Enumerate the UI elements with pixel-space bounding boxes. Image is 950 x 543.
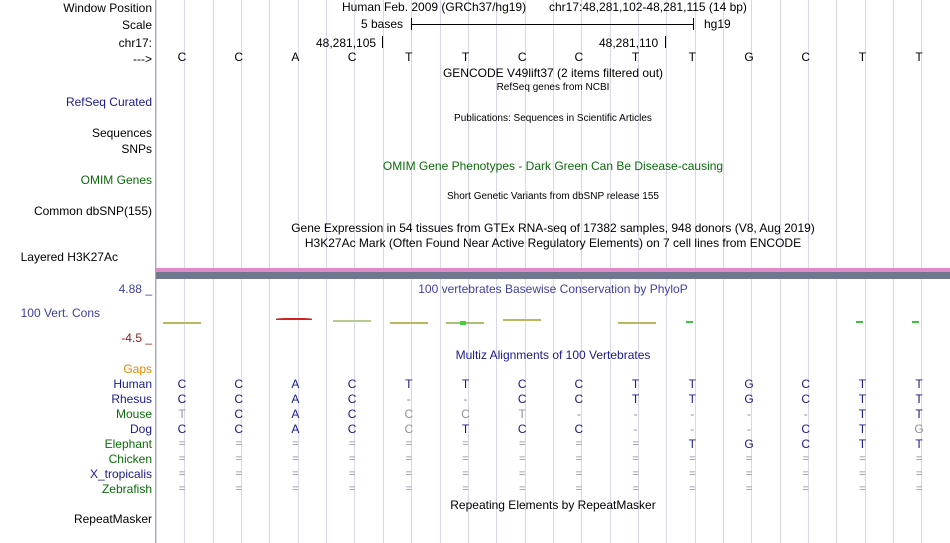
snps-track-label[interactable]: SNPs	[121, 142, 152, 156]
species-label[interactable]: Dog	[129, 422, 152, 436]
alignment-base: C	[801, 422, 811, 436]
reference-base: C	[347, 50, 357, 64]
h3k27ac-layer-bar[interactable]	[156, 272, 950, 279]
reference-base: C	[801, 50, 811, 64]
cons-track-label[interactable]: 100 Vert. Cons	[20, 306, 100, 320]
alignment-base: =	[745, 483, 753, 495]
alignment-base: C	[801, 392, 811, 406]
alignment-base: =	[689, 453, 696, 465]
reference-base: G	[744, 50, 754, 64]
alignment-base: C	[347, 392, 357, 406]
alignment-base: T	[631, 377, 640, 391]
dbsnp-track-title[interactable]: Short Genetic Variants from dbSNP release 155	[447, 191, 659, 202]
alignment-base: -	[690, 407, 695, 421]
species-label[interactable]: Chicken	[108, 452, 152, 466]
alignment-base: T	[688, 377, 696, 391]
reference-base: C	[574, 50, 584, 64]
alignment-base: =	[178, 483, 186, 495]
alignment-base: =	[575, 468, 583, 480]
alignment-base: T	[688, 437, 696, 451]
alignment-base: =	[405, 438, 413, 450]
alignment-base: -	[576, 407, 581, 421]
reference-base: C	[517, 50, 527, 64]
alignment-base: C	[347, 377, 357, 391]
conservation-plot[interactable]	[156, 313, 950, 329]
alignment-base: =	[348, 468, 356, 480]
refseq-track-label[interactable]: RefSeq Curated	[65, 95, 152, 109]
coordinate-label-2: 48,281,110	[599, 36, 659, 50]
alignment-base: C	[234, 392, 244, 406]
alignment-base: =	[518, 483, 526, 495]
alignment-base: =	[575, 453, 583, 465]
alignment-base: C	[404, 407, 414, 421]
alignment-base: =	[462, 468, 469, 480]
dbsnp-track-label[interactable]: Common dbSNP(155)	[33, 204, 152, 218]
alignment-base: =	[518, 453, 526, 465]
alignment-base: =	[859, 483, 866, 495]
gaps-track-label[interactable]: Gaps	[123, 362, 152, 376]
alignment-base: T	[915, 437, 923, 451]
alignment-base: T	[915, 392, 923, 406]
alignment-base: =	[235, 483, 242, 495]
strand-arrow-label[interactable]: --->	[133, 52, 152, 66]
alignment-base: =	[235, 438, 242, 450]
alignment-base: C	[461, 407, 470, 421]
alignment-base: G	[744, 437, 754, 451]
alignment-base: =	[462, 438, 469, 450]
alignment-base: =	[462, 453, 469, 465]
reference-base: C	[234, 50, 244, 64]
omim-track-label[interactable]: OMIM Genes	[80, 173, 152, 187]
alignment-base: A	[291, 392, 300, 406]
repeatmasker-track-title[interactable]: Repeating Elements by RepeatMasker	[450, 498, 656, 512]
alignment-base: =	[915, 468, 923, 480]
species-label[interactable]: X_tropicalis	[89, 467, 152, 481]
alignment-base: T	[915, 377, 923, 391]
h3k27ac-track-label[interactable]: Layered H3K27Ac	[20, 250, 118, 264]
window-position-label: Window Position	[63, 1, 152, 15]
gtex-track-title[interactable]: Gene Expression in 54 tissues from GTEx RNA-seq of 17382 samples, 948 donors (V8, Aug 2019)	[291, 221, 815, 235]
species-label[interactable]: Zebrafish	[101, 482, 152, 496]
alignment-base: -	[803, 407, 808, 421]
species-label[interactable]: Mouse	[115, 407, 152, 421]
alignment-base: T	[858, 392, 867, 406]
refseq-track-title[interactable]: RefSeq genes from NCBI	[496, 82, 610, 93]
alignment-base: C	[177, 422, 187, 436]
alignment-base: =	[802, 468, 809, 480]
multiz-track-title[interactable]: Multiz Alignments of 100 Vertebrates	[455, 348, 651, 362]
alignment-base: =	[518, 468, 526, 480]
alignment-base: =	[178, 453, 186, 465]
publications-track-title[interactable]: Publications: Sequences in Scientific Articles	[454, 113, 652, 124]
alignment-base: G	[744, 377, 754, 391]
scale-bar	[411, 18, 694, 30]
alignment-base: T	[405, 377, 413, 391]
reference-base: T	[915, 50, 923, 64]
alignment-base: =	[348, 453, 356, 465]
species-label[interactable]: Elephant	[104, 437, 152, 451]
alignment-base: =	[915, 453, 923, 465]
alignment-base: C	[574, 392, 584, 406]
alignment-base: -	[690, 422, 695, 436]
alignment-base: =	[632, 483, 639, 495]
assembly-name: Human Feb. 2009 (GRCh37/hg19)	[342, 0, 527, 14]
alignment-base: C	[234, 407, 244, 421]
alignment-base: -	[463, 392, 468, 406]
track-label-column	[0, 0, 155, 543]
alignment-base: =	[745, 468, 753, 480]
coordinate-tick-1	[382, 36, 383, 48]
alignment-base: T	[461, 422, 470, 436]
alignment-base: T	[858, 422, 867, 436]
alignment-base: A	[291, 422, 300, 436]
alignment-base: C	[234, 377, 244, 391]
cons-ymin-label: -4.5 _	[121, 331, 152, 345]
species-label[interactable]: Human	[113, 377, 152, 391]
alignment-base: A	[291, 377, 300, 391]
chrom-label: chr17:	[118, 36, 152, 50]
alignment-base: =	[518, 438, 526, 450]
alignment-base: T	[915, 407, 923, 421]
alignment-base: C	[517, 377, 527, 391]
alignment-base: =	[292, 453, 299, 465]
reference-base: T	[405, 50, 413, 64]
alignment-base: =	[632, 438, 639, 450]
scale-bases-text: 5 bases	[361, 17, 404, 31]
alignment-base: T	[688, 392, 696, 406]
alignment-base: =	[632, 468, 639, 480]
alignment-base: -	[747, 422, 751, 436]
gencode-track-title[interactable]: GENCODE V49lift37 (2 items filtered out)	[442, 66, 664, 80]
scale-label: Scale	[121, 18, 152, 32]
alignment-base: C	[347, 407, 357, 421]
sequences-track-label[interactable]: Sequences	[91, 126, 152, 140]
alignment-base: A	[291, 407, 300, 421]
reference-base: T	[631, 50, 640, 64]
alignment-base: T	[858, 377, 867, 391]
alignment-base: T	[858, 437, 867, 451]
alignment-base: =	[348, 438, 356, 450]
alignment-base: =	[859, 468, 866, 480]
alignment-base: T	[858, 407, 867, 421]
omim-track-title[interactable]: OMIM Gene Phenotypes - Dark Green Can Be Disease-causing	[382, 159, 724, 173]
alignment-base: =	[292, 468, 299, 480]
coordinate-label-1: 48,281,105	[316, 36, 377, 50]
alignment-base: =	[405, 468, 413, 480]
reference-base: T	[461, 50, 470, 64]
window-position-text[interactable]: chr17:48,281,102-48,281,115 (14 bp)	[549, 0, 747, 14]
alignment-base: -	[406, 392, 411, 406]
alignment-base: C	[234, 422, 244, 436]
alignment-base: =	[802, 483, 809, 495]
alignment-base: =	[235, 468, 242, 480]
alignment-base: C	[574, 377, 584, 391]
alignment-base: =	[292, 483, 299, 495]
alignment-base: =	[745, 453, 753, 465]
reference-base: A	[291, 50, 300, 64]
alignment-base: =	[405, 453, 413, 465]
alignment-base: C	[574, 422, 584, 436]
alignment-base: =	[348, 483, 356, 495]
alignment-base: C	[517, 422, 527, 436]
alignment-base: =	[802, 453, 809, 465]
alignment-base: =	[689, 468, 696, 480]
alignment-base: C	[517, 392, 527, 406]
alignment-base: =	[405, 483, 413, 495]
alignment-base: =	[632, 453, 639, 465]
alignment-base: =	[292, 438, 299, 450]
alignment-base: =	[915, 483, 923, 495]
alignment-base: =	[235, 453, 242, 465]
reference-base: T	[688, 50, 696, 64]
alignment-base: =	[689, 483, 696, 495]
h3k27ac-track-title[interactable]: H3K27Ac Mark (Often Found Near Active Regulatory Elements) on 7 cell lines from ENCODE	[304, 236, 802, 250]
cons-ymax-label: 4.88 _	[118, 282, 152, 296]
alignment-base: =	[575, 483, 583, 495]
alignment-base: C	[404, 422, 414, 436]
alignment-base: G	[744, 392, 754, 406]
species-label[interactable]: Rhesus	[111, 392, 152, 406]
alignment-base: T	[518, 407, 526, 421]
alignment-base: =	[859, 453, 866, 465]
alignment-base: C	[347, 422, 357, 436]
conservation-track-title[interactable]: 100 vertebrates Basewise Conservation by PhyloP	[418, 282, 688, 296]
alignment-base: C	[177, 377, 187, 391]
reference-base: T	[858, 50, 867, 64]
repeatmasker-track-label[interactable]: RepeatMasker	[73, 512, 152, 526]
alignment-base: T	[178, 407, 186, 421]
reference-base: C	[177, 50, 187, 64]
alignment-base: C	[177, 392, 187, 406]
alignment-base: -	[633, 407, 638, 421]
alignment-base: G	[914, 422, 924, 436]
alignment-base: T	[461, 377, 470, 391]
alignment-base: C	[801, 377, 811, 391]
alignment-base: =	[575, 438, 583, 450]
alignment-base: -	[747, 407, 751, 421]
alignment-base: T	[631, 392, 640, 406]
coordinate-tick-2	[665, 36, 666, 48]
alignment-base: =	[178, 468, 186, 480]
scale-db-text: hg19	[704, 17, 731, 31]
alignment-base: =	[462, 483, 469, 495]
alignment-base: C	[801, 437, 811, 451]
alignment-base: =	[178, 438, 186, 450]
alignment-base: -	[633, 422, 638, 436]
